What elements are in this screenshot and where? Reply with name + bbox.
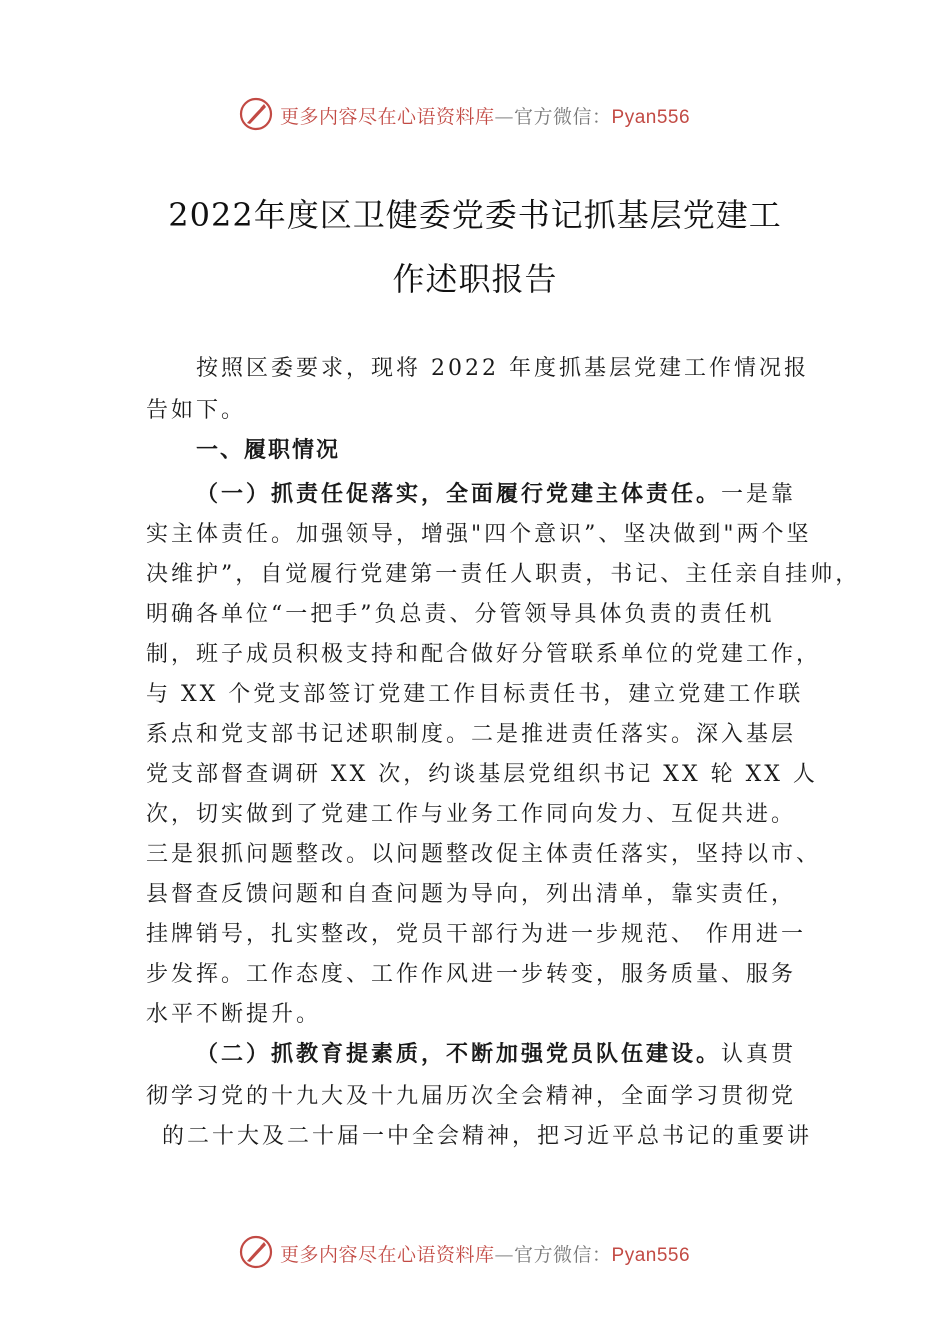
body-line: 三是狠抓问题整改。以问题整改促主体责任落实，坚持以市、 xyxy=(146,842,822,867)
body-line xyxy=(196,1037,796,1068)
body-line: 明确各单位“一把手”负总责、分管领导具体负责的责任机 xyxy=(146,602,775,627)
header-banner xyxy=(0,94,950,134)
body-line: 党支部督查调研 XX 次，约谈基层党组织书记 XX 轮 XX 人 xyxy=(146,762,818,787)
body-line: 步发挥。工作态度、工作作风进一步转变，服务质量、服务 xyxy=(146,962,797,987)
body-line: 水平不断提升。 xyxy=(146,1002,322,1027)
body-line: 制，班子成员积极支持和配合做好分管联系单位的党建工作， xyxy=(146,642,822,667)
body-line: 按照区委要求，现将 2022 年度抓基层党建工作情况报 xyxy=(196,356,809,381)
subsection-heading: （二）抓教育提素质，不断加强党员队伍建设。 xyxy=(196,1041,722,1067)
banner-dash: — xyxy=(494,1244,515,1266)
section-heading: 一、履职情况 xyxy=(196,438,341,463)
body-line: 的二十大及二十届一中全会精神，把习近平总书记的重要讲 xyxy=(162,1124,813,1149)
body-line: 决维护”，自觉履行党建第一责任人职责，书记、主任亲自挂帅， xyxy=(146,562,861,587)
body-line: 彻学习党的十九大及十九届历次全会精神，全面学习贯彻党 xyxy=(146,1084,797,1109)
footer-banner xyxy=(0,1232,950,1272)
body-line: 实主体责任。加强领导，增强"四个意识”、坚决做到"两个坚 xyxy=(146,522,812,547)
quill-logo-icon xyxy=(238,1234,274,1270)
body-line xyxy=(196,477,796,508)
body-line: 县督查反馈问题和自查问题为导向，列出清单，靠实责任， xyxy=(146,882,797,907)
banner-main: 更多内容尽在心语资料库 xyxy=(280,1244,495,1266)
page-title-line-2: 作述职报告 xyxy=(392,260,558,298)
banner-text xyxy=(280,102,690,129)
banner-dash: — xyxy=(494,106,515,128)
banner-label: 官方微信： xyxy=(514,1244,612,1266)
page-title-line-1: 2022年度区卫健委党委书记抓基层党建工 xyxy=(168,196,782,234)
body-text: 一是靠 xyxy=(721,482,797,507)
subsection-heading: （一）抓责任促落实，全面履行党建主体责任。 xyxy=(196,481,722,507)
body-line: 告如下。 xyxy=(146,398,247,423)
banner-label: 官方微信： xyxy=(514,106,612,128)
quill-logo-icon xyxy=(238,96,274,132)
banner-code: Pyan556 xyxy=(611,1245,691,1266)
banner-text xyxy=(280,1240,690,1267)
body-line: 与 XX 个党支部签订党建工作目标责任书，建立党建工作联 xyxy=(146,682,804,707)
banner-code: Pyan556 xyxy=(611,107,691,128)
body-line: 挂牌销号，扎实整改，党员干部行为进一步规范、 作用进一 xyxy=(146,922,806,947)
body-line: 次，切实做到了党建工作与业务工作同向发力、互促共进。 xyxy=(146,802,797,827)
body-text: 认真贯 xyxy=(721,1042,797,1067)
body-line: 系点和党支部书记述职制度。二是推进责任落实。深入基层 xyxy=(146,722,797,747)
banner-main: 更多内容尽在心语资料库 xyxy=(280,106,495,128)
